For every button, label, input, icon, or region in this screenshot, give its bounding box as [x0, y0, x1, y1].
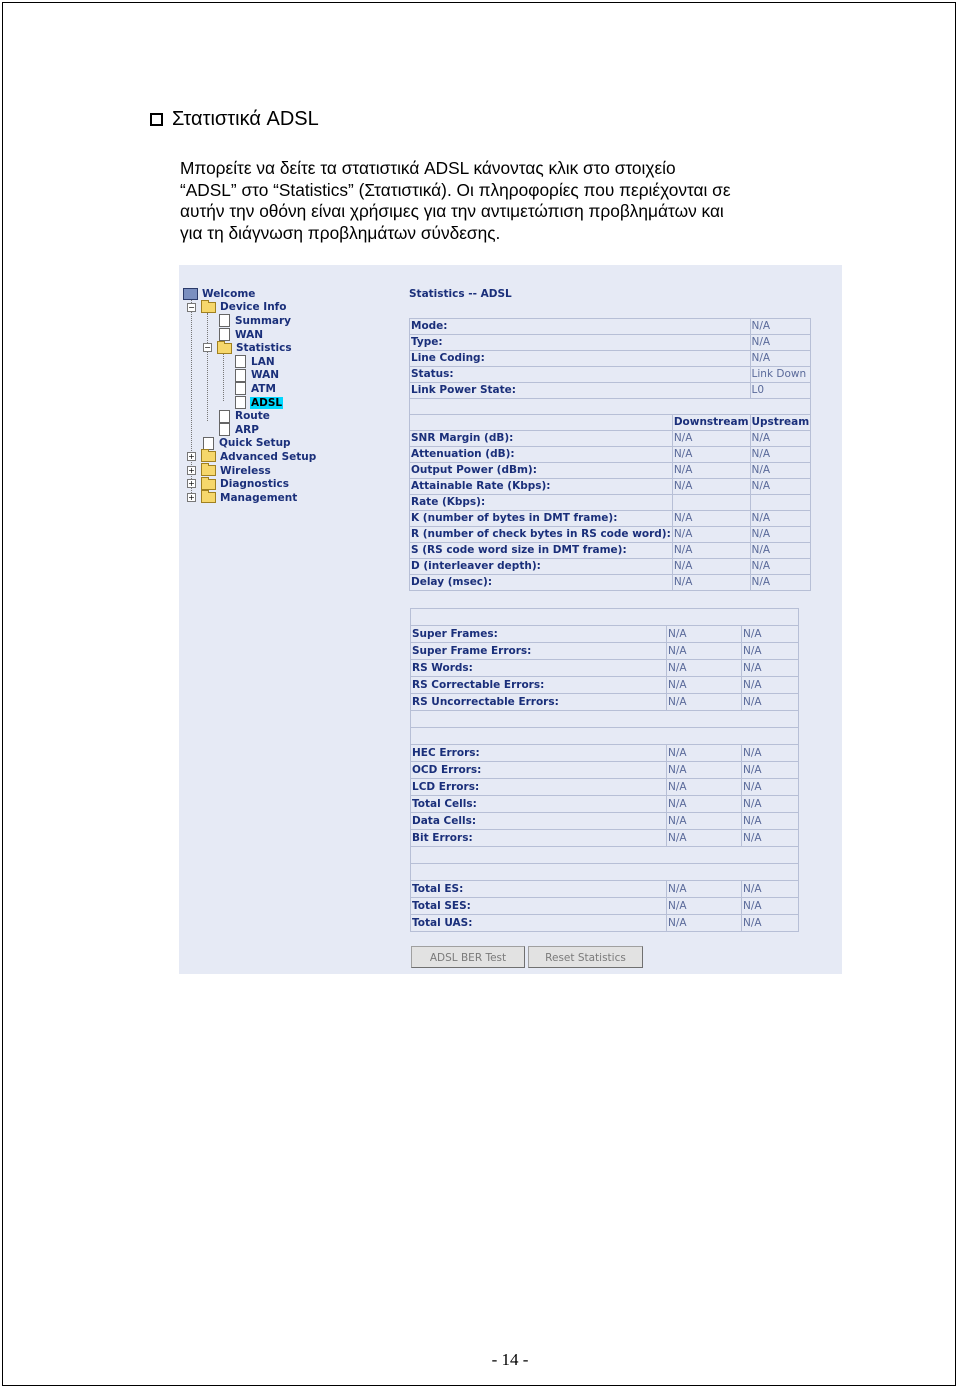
status-row	[410, 335, 811, 351]
adsl-status-table	[409, 318, 811, 591]
counter-row	[411, 745, 799, 762]
stat-label: Delay (msec):	[410, 575, 673, 591]
upstream-value: N/A	[742, 796, 799, 813]
stat-label: R (number of check bytes in RS code word):	[410, 527, 673, 543]
downstream-value: N/A	[672, 511, 750, 527]
page-icon	[235, 369, 246, 382]
spacer-row	[411, 864, 799, 881]
counter-label: Total SES:	[411, 898, 667, 915]
counter-row	[411, 813, 799, 830]
line-stat-row	[410, 431, 811, 447]
spacer-cell	[410, 399, 811, 415]
router-ui-screenshot	[179, 265, 842, 974]
intro-paragraph	[180, 158, 820, 245]
downstream-value: N/A	[672, 479, 750, 495]
counter-label: RS Correctable Errors:	[411, 677, 667, 694]
nav-item-wan[interactable]	[183, 328, 403, 342]
collapse-icon[interactable]: −	[204, 343, 211, 353]
line-stat-row	[410, 447, 811, 463]
counter-label: LCD Errors:	[411, 779, 667, 796]
nav-item-stats-lan[interactable]	[183, 355, 403, 369]
downstream-value: N/A	[667, 813, 742, 830]
nav-label: LAN	[251, 355, 275, 368]
expand-icon[interactable]: +	[188, 465, 195, 475]
downstream-value: N/A	[667, 796, 742, 813]
nav-label: Quick Setup	[219, 437, 291, 450]
counter-label: Total ES:	[411, 881, 667, 898]
upstream-value: N/A	[750, 511, 811, 527]
upstream-value: N/A	[750, 447, 811, 463]
upstream-value: N/A	[742, 881, 799, 898]
status-value: N/A	[750, 351, 811, 367]
downstream-value	[672, 495, 750, 511]
upstream-value: N/A	[742, 643, 799, 660]
nav-label: Advanced Setup	[220, 450, 317, 463]
counter-row	[411, 796, 799, 813]
downstream-value: N/A	[672, 527, 750, 543]
page-number: - 14 -	[491, 1350, 529, 1369]
nav-label: Welcome	[202, 287, 256, 300]
folder-icon	[201, 465, 216, 476]
intro-line: για τη διάγνωση προβλημάτων σύνδεσης.	[180, 223, 501, 244]
downstream-value: N/A	[667, 830, 742, 847]
upstream-value: N/A	[750, 559, 811, 575]
expand-icon[interactable]: +	[188, 492, 195, 502]
status-label: Link Power State:	[410, 383, 751, 399]
intro-line: Μπορείτε να δείτε τα στατιστικά ADSL κάνοντας κλικ στο στοιχείο	[180, 158, 676, 178]
stat-label: Attainable Rate (Kbps):	[410, 479, 673, 495]
status-label: Mode:	[410, 319, 751, 335]
adsl-counters-table	[410, 608, 799, 932]
upstream-value: N/A	[742, 779, 799, 796]
page-icon	[219, 423, 230, 436]
nav-item-route[interactable]	[183, 409, 403, 423]
nav-item-diagnostics[interactable]	[183, 477, 403, 491]
line-stat-row	[410, 495, 811, 511]
spacer-cell	[411, 728, 799, 745]
counter-label: Bit Errors:	[411, 830, 667, 847]
line-stat-row	[410, 543, 811, 559]
line-stat-row	[410, 479, 811, 495]
counter-row	[411, 881, 799, 898]
reset-statistics-button[interactable]: Reset Statistics	[528, 946, 643, 968]
status-label: Type:	[410, 335, 751, 351]
nav-label: Wireless	[220, 464, 271, 477]
upstream-value: N/A	[742, 626, 799, 643]
nav-label: Device Info	[220, 301, 287, 314]
downstream-value: N/A	[667, 881, 742, 898]
upstream-value: N/A	[750, 479, 811, 495]
downstream-header: Downstream	[672, 415, 750, 431]
downstream-value: N/A	[667, 660, 742, 677]
nav-item-arp[interactable]	[183, 423, 403, 437]
downstream-value: N/A	[667, 745, 742, 762]
counter-label: OCD Errors:	[411, 762, 667, 779]
expand-icon[interactable]: +	[188, 479, 195, 489]
downstream-value: N/A	[672, 543, 750, 559]
line-stat-row	[410, 575, 811, 591]
upstream-value: N/A	[742, 813, 799, 830]
spacer-cell	[411, 609, 799, 626]
line-stat-row	[410, 527, 811, 543]
nav-item-advanced-setup[interactable]	[183, 450, 403, 464]
section-heading	[150, 108, 319, 131]
upstream-value: N/A	[750, 463, 811, 479]
status-value: L0	[750, 383, 811, 399]
stat-label: Output Power (dBm):	[410, 463, 673, 479]
folder-open-icon	[217, 343, 232, 354]
nav-label-selected: ADSL	[251, 396, 283, 409]
counter-label: RS Words:	[411, 660, 667, 677]
downstream-value: N/A	[672, 431, 750, 447]
downstream-value: N/A	[667, 762, 742, 779]
counter-label: Total Cells:	[411, 796, 667, 813]
nav-label: WAN	[235, 328, 264, 341]
nav-label: Summary	[235, 314, 292, 327]
upstream-value: N/A	[742, 660, 799, 677]
nav-label: Diagnostics	[220, 478, 289, 491]
counter-label: Data Cells:	[411, 813, 667, 830]
nav-item-stats-adsl[interactable]	[183, 396, 403, 410]
stat-label: Attenuation (dB):	[410, 447, 673, 463]
status-value: N/A	[750, 319, 811, 335]
downstream-value: N/A	[667, 779, 742, 796]
upstream-value: N/A	[742, 915, 799, 932]
spacer-row	[411, 609, 799, 626]
nav-item-welcome[interactable]	[183, 287, 403, 301]
nav-label: ATM	[251, 382, 276, 395]
stat-label: S (RS code word size in DMT frame):	[410, 543, 673, 559]
counter-label: RS Uncorrectable Errors:	[411, 694, 667, 711]
line-header-row	[410, 415, 811, 431]
downstream-value: N/A	[667, 694, 742, 711]
nav-item-quick-setup[interactable]	[183, 437, 403, 451]
nav-label: Route	[235, 410, 270, 423]
status-row	[410, 367, 811, 383]
nav-item-stats-wan[interactable]	[183, 369, 403, 383]
line-stat-row	[410, 559, 811, 575]
counter-row	[411, 694, 799, 711]
status-label: Status:	[410, 367, 751, 383]
nav-item-summary[interactable]	[183, 314, 403, 328]
square-bullet-icon	[150, 113, 163, 126]
stat-label: SNR Margin (dB):	[410, 431, 673, 447]
expand-icon[interactable]: +	[188, 452, 195, 462]
upstream-value: N/A	[750, 575, 811, 591]
status-label: Line Coding:	[410, 351, 751, 367]
folder-icon	[201, 451, 216, 462]
downstream-value: N/A	[667, 898, 742, 915]
spacer-row	[411, 847, 799, 864]
status-value: Link Down	[750, 367, 811, 383]
upstream-header: Upstream	[750, 415, 811, 431]
downstream-value: N/A	[672, 447, 750, 463]
page-icon	[235, 355, 246, 368]
downstream-value: N/A	[667, 643, 742, 660]
nav-item-statistics[interactable]	[183, 341, 403, 355]
folder-open-icon	[201, 302, 216, 313]
line-stat-row	[410, 463, 811, 479]
intro-text: . Οι πληροφορίες που περιέχονται σε	[446, 179, 731, 200]
nav-item-management[interactable]	[183, 491, 403, 505]
counter-row	[411, 677, 799, 694]
upstream-value: N/A	[750, 527, 811, 543]
status-row	[410, 351, 811, 367]
upstream-value: N/A	[742, 762, 799, 779]
nav-label: WAN	[251, 369, 280, 382]
counter-label: Total UAS:	[411, 915, 667, 932]
spacer-row	[411, 728, 799, 745]
counter-row	[411, 830, 799, 847]
nav-item-device-info[interactable]	[183, 301, 403, 315]
stat-label: Rate (Kbps):	[410, 495, 673, 511]
status-row	[410, 383, 811, 399]
page-icon	[203, 437, 214, 450]
content-title: Statistics -- ADSL	[409, 288, 512, 300]
upstream-value: N/A	[742, 745, 799, 762]
folder-icon	[201, 479, 216, 490]
adsl-ber-test-button[interactable]: ADSL BER Test	[411, 946, 525, 968]
page-icon	[219, 314, 230, 327]
counter-label: Super Frames:	[411, 626, 667, 643]
counter-row	[411, 626, 799, 643]
stat-label: D (interleaver depth):	[410, 559, 673, 575]
upstream-value: N/A	[742, 830, 799, 847]
nav-tree	[183, 287, 403, 505]
status-row	[410, 319, 811, 335]
upstream-value: N/A	[742, 677, 799, 694]
counter-label: HEC Errors:	[411, 745, 667, 762]
nav-item-wireless[interactable]	[183, 464, 403, 478]
spacer-row	[411, 711, 799, 728]
page-icon	[219, 410, 230, 423]
spacer-cell	[411, 864, 799, 881]
upstream-value: N/A	[742, 898, 799, 915]
folder-icon	[201, 492, 216, 503]
downstream-value: N/A	[667, 626, 742, 643]
counter-row	[411, 762, 799, 779]
downstream-value: N/A	[672, 559, 750, 575]
counter-row	[411, 915, 799, 932]
intro-text-emphasis: Statistics” (Στατιστικά)	[278, 179, 447, 200]
nav-label: ARP	[235, 423, 259, 436]
section-heading-text: Στατιστικά ADSL	[172, 108, 319, 130]
intro-text: “ADSL” στο “	[180, 179, 279, 200]
upstream-value	[750, 495, 811, 511]
counter-row	[411, 660, 799, 677]
downstream-value: N/A	[672, 463, 750, 479]
counter-label: Super Frame Errors:	[411, 643, 667, 660]
stat-label: K (number of bytes in DMT frame):	[410, 511, 673, 527]
counter-row	[411, 898, 799, 915]
counter-row	[411, 779, 799, 796]
nav-label: Statistics	[236, 342, 292, 355]
downstream-value: N/A	[667, 677, 742, 694]
spacer-cell	[411, 711, 799, 728]
intro-line: αυτήν την οθόνη είναι χρήσιμες για την αντιμετώπιση προβλημάτων και	[180, 201, 724, 222]
blank-header-cell	[410, 415, 673, 431]
upstream-value: N/A	[750, 431, 811, 447]
upstream-value: N/A	[750, 543, 811, 559]
collapse-icon[interactable]: −	[188, 302, 195, 312]
computer-icon	[183, 288, 198, 300]
nav-label: Management	[220, 491, 298, 504]
status-value: N/A	[750, 335, 811, 351]
upstream-value: N/A	[742, 694, 799, 711]
page-icon	[219, 328, 230, 341]
counter-row	[411, 643, 799, 660]
intro-line	[180, 180, 820, 202]
page-icon	[235, 396, 246, 409]
nav-item-stats-atm[interactable]	[183, 382, 403, 396]
page-icon	[235, 382, 246, 395]
line-stat-row	[410, 511, 811, 527]
spacer-row	[410, 399, 811, 415]
downstream-value: N/A	[667, 915, 742, 932]
downstream-value: N/A	[672, 575, 750, 591]
spacer-cell	[411, 847, 799, 864]
